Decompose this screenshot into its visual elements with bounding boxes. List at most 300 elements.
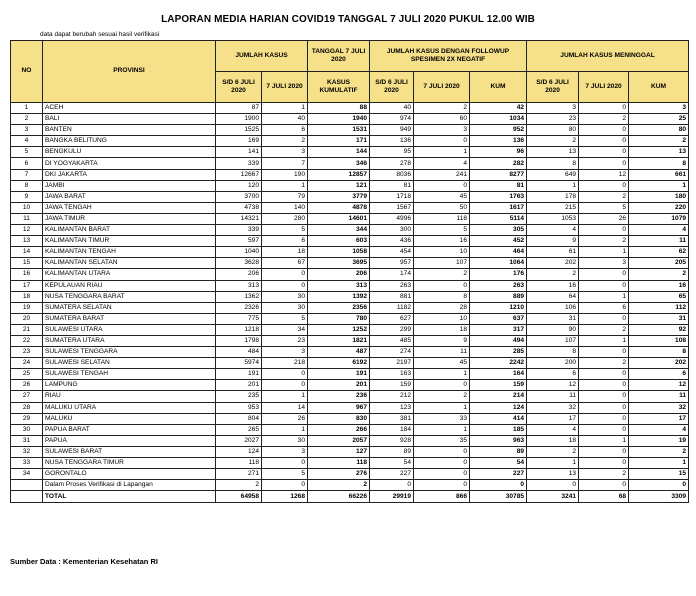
recovered-until-6-july: 300 [370, 225, 414, 236]
row-no: 30 [11, 424, 43, 435]
cases-until-6-july: 4738 [216, 202, 262, 213]
deaths-until-6-july: 16 [527, 280, 579, 291]
province-name: PAPUA BARAT [43, 424, 216, 435]
cases-7-july: 1 [262, 103, 308, 114]
deaths-until-6-july: 18 [527, 435, 579, 446]
recovered-until-6-july: 136 [370, 136, 414, 147]
cases-cumulative: 2057 [308, 435, 370, 446]
row-no: 10 [11, 202, 43, 213]
row-no: 9 [11, 191, 43, 202]
deaths-cumulative: 205 [629, 258, 689, 269]
deaths-cumulative: 8 [629, 158, 689, 169]
table-row [11, 291, 689, 302]
recovered-7-july: 45 [414, 191, 470, 202]
recovered-until-6-july: 163 [370, 369, 414, 380]
recovered-7-july: 241 [414, 169, 470, 180]
cases-cumulative: 3779 [308, 191, 370, 202]
cases-until-6-july: 14321 [216, 213, 262, 224]
cases-7-july: 5 [262, 469, 308, 480]
deaths-until-6-july: 3241 [527, 491, 579, 503]
table-body [11, 103, 689, 503]
cases-cumulative: 830 [308, 413, 370, 424]
deaths-until-6-july: 106 [527, 302, 579, 313]
row-no: 27 [11, 391, 43, 402]
province-name: SUMATERA UTARA [43, 335, 216, 346]
recovered-cumulative: 285 [470, 347, 527, 358]
row-no: 16 [11, 269, 43, 280]
header-7-juli: 7 JULI 2020 [262, 72, 308, 103]
cases-cumulative: 236 [308, 391, 370, 402]
cases-7-july: 30 [262, 291, 308, 302]
recovered-cumulative: 0 [470, 480, 527, 491]
table-row [11, 480, 689, 491]
cases-cumulative: 14601 [308, 213, 370, 224]
recovered-until-6-july: 1718 [370, 191, 414, 202]
province-name: JAWA TIMUR [43, 213, 216, 224]
deaths-7-july: 2 [579, 324, 629, 335]
row-no: 2 [11, 114, 43, 125]
total-row [11, 491, 689, 503]
recovered-until-6-july: 974 [370, 114, 414, 125]
recovered-until-6-july: 1567 [370, 202, 414, 213]
cases-until-6-july: 597 [216, 236, 262, 247]
deaths-until-6-july: 23 [527, 114, 579, 125]
province-name: TOTAL [43, 491, 216, 503]
deaths-7-july: 0 [579, 391, 629, 402]
deaths-until-6-july: 6 [527, 369, 579, 380]
deaths-until-6-july: 202 [527, 258, 579, 269]
deaths-7-july: 0 [579, 458, 629, 469]
cases-7-july: 6 [262, 125, 308, 136]
cases-until-6-july: 3700 [216, 191, 262, 202]
row-no: 12 [11, 225, 43, 236]
table-row [11, 435, 689, 446]
cases-7-july: 6 [262, 236, 308, 247]
recovered-until-6-july: 436 [370, 236, 414, 247]
recovered-cumulative: 317 [470, 324, 527, 335]
row-no: 29 [11, 413, 43, 424]
recovered-cumulative: 42 [470, 103, 527, 114]
deaths-7-july: 0 [579, 103, 629, 114]
deaths-until-6-july: 2 [527, 136, 579, 147]
row-no: 28 [11, 402, 43, 413]
recovered-7-july: 35 [414, 435, 470, 446]
recovered-until-6-july: 957 [370, 258, 414, 269]
deaths-cumulative: 13 [629, 147, 689, 158]
recovered-cumulative: 1210 [470, 302, 527, 313]
row-no: 1 [11, 103, 43, 114]
cases-cumulative: 1392 [308, 291, 370, 302]
recovered-cumulative: 54 [470, 458, 527, 469]
header-meninggal: JUMLAH KASUS MENINGGAL [527, 41, 689, 72]
deaths-7-july: 6 [579, 302, 629, 313]
deaths-cumulative: 65 [629, 291, 689, 302]
deaths-cumulative: 2 [629, 136, 689, 147]
deaths-cumulative: 62 [629, 247, 689, 258]
deaths-7-july: 0 [579, 280, 629, 291]
cases-7-july: 5 [262, 225, 308, 236]
row-no: 20 [11, 313, 43, 324]
deaths-7-july: 2 [579, 191, 629, 202]
cases-until-6-july: 775 [216, 313, 262, 324]
deaths-7-july: 2 [579, 114, 629, 125]
header-provinsi: PROVINSI [43, 41, 216, 103]
province-name: ACEH [43, 103, 216, 114]
recovered-7-july: 8 [414, 291, 470, 302]
cases-until-6-july: 1900 [216, 114, 262, 125]
deaths-7-july: 0 [579, 380, 629, 391]
province-name: SULAWESI SELATAN [43, 358, 216, 369]
deaths-cumulative: 8 [629, 347, 689, 358]
table-row [11, 302, 689, 313]
cases-cumulative: 6192 [308, 358, 370, 369]
province-name: BANTEN [43, 125, 216, 136]
recovered-cumulative: 305 [470, 225, 527, 236]
recovered-7-july: 0 [414, 480, 470, 491]
deaths-until-6-july: 215 [527, 202, 579, 213]
cases-cumulative: 118 [308, 458, 370, 469]
recovered-until-6-july: 81 [370, 180, 414, 191]
table-row [11, 158, 689, 169]
table-row [11, 347, 689, 358]
province-name: KALIMANTAN TIMUR [43, 236, 216, 247]
recovered-cumulative: 164 [470, 369, 527, 380]
recovered-7-july: 0 [414, 469, 470, 480]
recovered-cumulative: 214 [470, 391, 527, 402]
deaths-cumulative: 2 [629, 269, 689, 280]
cases-until-6-july: 1525 [216, 125, 262, 136]
province-name: SULAWESI TENGGARA [43, 347, 216, 358]
source-note: Sumber Data : Kementerian Kesehatan RI [10, 557, 158, 566]
cases-cumulative: 127 [308, 446, 370, 457]
cases-7-july: 1 [262, 180, 308, 191]
cases-7-july: 218 [262, 358, 308, 369]
cases-until-6-july: 339 [216, 225, 262, 236]
header-followup: JUMLAH KASUS DENGAN FOLLOWUP SPESIMEN 2X NEGATIF [370, 41, 527, 72]
province-name: MALUKU [43, 413, 216, 424]
row-no: 22 [11, 335, 43, 346]
cases-until-6-july: 313 [216, 280, 262, 291]
cases-7-july: 0 [262, 280, 308, 291]
recovered-until-6-july: 227 [370, 469, 414, 480]
cases-cumulative: 266 [308, 424, 370, 435]
cases-7-july: 0 [262, 458, 308, 469]
recovered-cumulative: 30785 [470, 491, 527, 503]
cases-7-july: 0 [262, 369, 308, 380]
cases-until-6-july: 5974 [216, 358, 262, 369]
report-title: LAPORAN MEDIA HARIAN COVID19 TANGGAL 7 JULI 2020 PUKUL 12.00 WIB [161, 14, 535, 25]
deaths-until-6-july: 13 [527, 147, 579, 158]
province-name: LAMPUNG [43, 380, 216, 391]
province-name: BENGKULU [43, 147, 216, 158]
province-name: BANGKA BELITUNG [43, 136, 216, 147]
deaths-until-6-july: 12 [527, 380, 579, 391]
row-no: 19 [11, 302, 43, 313]
row-no: 23 [11, 347, 43, 358]
recovered-7-july: 10 [414, 313, 470, 324]
deaths-7-july: 26 [579, 213, 629, 224]
cases-until-6-july: 1362 [216, 291, 262, 302]
row-no: 8 [11, 180, 43, 191]
table-row [11, 114, 689, 125]
cases-cumulative: 2356 [308, 302, 370, 313]
recovered-7-july: 118 [414, 213, 470, 224]
deaths-until-6-july: 2 [527, 446, 579, 457]
recovered-7-july: 1 [414, 369, 470, 380]
header-sd-6-juli-meninggal: S/D 6 JULI 2020 [527, 72, 579, 103]
deaths-until-6-july: 200 [527, 358, 579, 369]
cases-cumulative: 780 [308, 313, 370, 324]
header-kasus-kumulatif: KASUS KUMULATIF [308, 72, 370, 103]
cases-7-july: 3 [262, 446, 308, 457]
cases-until-6-july: 141 [216, 147, 262, 158]
recovered-cumulative: 963 [470, 435, 527, 446]
recovered-7-july: 1 [414, 147, 470, 158]
table-row [11, 247, 689, 258]
deaths-until-6-july: 11 [527, 391, 579, 402]
recovered-7-july: 0 [414, 180, 470, 191]
recovered-7-july: 50 [414, 202, 470, 213]
deaths-until-6-july: 4 [527, 424, 579, 435]
deaths-cumulative: 11 [629, 391, 689, 402]
cases-until-6-july: 87 [216, 103, 262, 114]
recovered-cumulative: 159 [470, 380, 527, 391]
deaths-until-6-july: 9 [527, 236, 579, 247]
deaths-7-july: 12 [579, 169, 629, 180]
row-no: 13 [11, 236, 43, 247]
deaths-until-6-july: 1053 [527, 213, 579, 224]
table-row [11, 191, 689, 202]
verification-note: data dapat berubah sesuai hasil verifikasi [40, 31, 160, 38]
header-kum-meninggal: KUM [629, 72, 689, 103]
recovered-until-6-july: 2197 [370, 358, 414, 369]
recovered-7-july: 107 [414, 258, 470, 269]
recovered-until-6-july: 274 [370, 347, 414, 358]
recovered-until-6-july: 174 [370, 269, 414, 280]
recovered-until-6-july: 299 [370, 324, 414, 335]
recovered-7-july: 2 [414, 103, 470, 114]
recovered-7-july: 11 [414, 347, 470, 358]
deaths-7-july: 0 [579, 225, 629, 236]
deaths-until-6-july: 61 [527, 247, 579, 258]
cases-7-july: 14 [262, 402, 308, 413]
deaths-until-6-july: 2 [527, 269, 579, 280]
deaths-until-6-july: 4 [527, 225, 579, 236]
cases-cumulative: 487 [308, 347, 370, 358]
province-name: RIAU [43, 391, 216, 402]
header-7-juli-followup: 7 JULI 2020 [414, 72, 470, 103]
province-name: PAPUA [43, 435, 216, 446]
recovered-7-july: 0 [414, 380, 470, 391]
recovered-cumulative: 2242 [470, 358, 527, 369]
recovered-until-6-july: 29919 [370, 491, 414, 503]
cases-until-6-july: 953 [216, 402, 262, 413]
cases-until-6-july: 1798 [216, 335, 262, 346]
cases-cumulative: 201 [308, 380, 370, 391]
cases-cumulative: 1252 [308, 324, 370, 335]
recovered-7-july: 3 [414, 125, 470, 136]
recovered-7-july: 5 [414, 225, 470, 236]
recovered-7-july: 4 [414, 158, 470, 169]
recovered-until-6-july: 454 [370, 247, 414, 258]
cases-cumulative: 2 [308, 480, 370, 491]
deaths-7-july: 0 [579, 413, 629, 424]
deaths-until-6-july: 8 [527, 158, 579, 169]
recovered-7-july: 33 [414, 413, 470, 424]
cases-cumulative: 4878 [308, 202, 370, 213]
cases-until-6-july: 804 [216, 413, 262, 424]
deaths-7-july: 0 [579, 125, 629, 136]
deaths-7-july: 2 [579, 358, 629, 369]
deaths-7-july: 0 [579, 313, 629, 324]
deaths-7-july: 0 [579, 402, 629, 413]
deaths-7-july: 0 [579, 136, 629, 147]
recovered-7-july: 0 [414, 446, 470, 457]
deaths-7-july: 0 [579, 369, 629, 380]
province-name: KALIMANTAN UTARA [43, 269, 216, 280]
cases-7-july: 0 [262, 480, 308, 491]
deaths-cumulative: 19 [629, 435, 689, 446]
deaths-until-6-july: 80 [527, 125, 579, 136]
cases-cumulative: 88 [308, 103, 370, 114]
deaths-cumulative: 4 [629, 424, 689, 435]
recovered-7-july: 45 [414, 358, 470, 369]
province-name: NUSA TENGGARA BARAT [43, 291, 216, 302]
cases-7-july: 23 [262, 335, 308, 346]
cases-7-july: 7 [262, 158, 308, 169]
cases-7-july: 5 [262, 313, 308, 324]
header-jumlah-kasus: JUMLAH KASUS [216, 41, 308, 72]
province-name: Dalam Proses Verifikasi di Lapangan [43, 480, 216, 491]
cases-7-july: 79 [262, 191, 308, 202]
recovered-until-6-july: 8036 [370, 169, 414, 180]
recovered-7-july: 866 [414, 491, 470, 503]
cases-until-6-july: 206 [216, 269, 262, 280]
cases-until-6-july: 1218 [216, 324, 262, 335]
row-no: 24 [11, 358, 43, 369]
recovered-cumulative: 1617 [470, 202, 527, 213]
province-name: DI YOGYAKARTA [43, 158, 216, 169]
table-row [11, 324, 689, 335]
recovered-cumulative: 637 [470, 313, 527, 324]
deaths-until-6-july: 3 [527, 103, 579, 114]
recovered-7-july: 10 [414, 247, 470, 258]
table-row [11, 446, 689, 457]
recovered-7-july: 2 [414, 269, 470, 280]
deaths-7-july: 1 [579, 335, 629, 346]
province-name: KALIMANTAN SELATAN [43, 258, 216, 269]
cases-cumulative: 171 [308, 136, 370, 147]
cases-7-july: 0 [262, 269, 308, 280]
cases-cumulative: 1940 [308, 114, 370, 125]
deaths-cumulative: 0 [629, 480, 689, 491]
cases-7-july: 1 [262, 391, 308, 402]
cases-until-6-july: 265 [216, 424, 262, 435]
cases-7-july: 140 [262, 202, 308, 213]
province-name: GORONTALO [43, 469, 216, 480]
deaths-cumulative: 11 [629, 236, 689, 247]
recovered-until-6-july: 1182 [370, 302, 414, 313]
deaths-cumulative: 16 [629, 280, 689, 291]
cases-cumulative: 1531 [308, 125, 370, 136]
table-row [11, 458, 689, 469]
recovered-cumulative: 185 [470, 424, 527, 435]
deaths-cumulative: 4 [629, 225, 689, 236]
recovered-cumulative: 263 [470, 280, 527, 291]
cases-cumulative: 346 [308, 158, 370, 169]
deaths-7-july: 68 [579, 491, 629, 503]
row-no: 5 [11, 147, 43, 158]
cases-7-july: 0 [262, 380, 308, 391]
deaths-until-6-july: 178 [527, 191, 579, 202]
cases-7-july: 30 [262, 435, 308, 446]
deaths-cumulative: 1 [629, 180, 689, 191]
deaths-cumulative: 15 [629, 469, 689, 480]
deaths-cumulative: 3 [629, 103, 689, 114]
table-row [11, 413, 689, 424]
recovered-7-july: 9 [414, 335, 470, 346]
recovered-until-6-july: 278 [370, 158, 414, 169]
province-name: KALIMANTAN BARAT [43, 225, 216, 236]
recovered-cumulative: 176 [470, 269, 527, 280]
cases-7-july: 190 [262, 169, 308, 180]
cases-7-july: 280 [262, 213, 308, 224]
row-no: 21 [11, 324, 43, 335]
cases-cumulative: 1821 [308, 335, 370, 346]
table-row [11, 147, 689, 158]
cases-until-6-july: 484 [216, 347, 262, 358]
table-row [11, 469, 689, 480]
table-row [11, 236, 689, 247]
row-no: 14 [11, 247, 43, 258]
province-name: JAMBI [43, 180, 216, 191]
deaths-until-6-july: 31 [527, 313, 579, 324]
deaths-until-6-july: 32 [527, 402, 579, 413]
header-sd-6-juli: S/D 6 JULI 2020 [216, 72, 262, 103]
cases-cumulative: 276 [308, 469, 370, 480]
row-no: 33 [11, 458, 43, 469]
deaths-cumulative: 17 [629, 413, 689, 424]
deaths-until-6-july: 17 [527, 413, 579, 424]
cases-7-july: 30 [262, 302, 308, 313]
deaths-cumulative: 3309 [629, 491, 689, 503]
province-name: JAWA TENGAH [43, 202, 216, 213]
recovered-7-july: 16 [414, 236, 470, 247]
recovered-until-6-july: 212 [370, 391, 414, 402]
cases-until-6-july: 191 [216, 369, 262, 380]
cases-7-july: 40 [262, 114, 308, 125]
cases-cumulative: 144 [308, 147, 370, 158]
cases-cumulative: 3695 [308, 258, 370, 269]
deaths-until-6-july: 107 [527, 335, 579, 346]
table-row [11, 313, 689, 324]
recovered-cumulative: 8277 [470, 169, 527, 180]
cases-cumulative: 313 [308, 280, 370, 291]
recovered-cumulative: 227 [470, 469, 527, 480]
recovered-until-6-july: 40 [370, 103, 414, 114]
recovered-until-6-july: 159 [370, 380, 414, 391]
cases-cumulative: 12857 [308, 169, 370, 180]
deaths-7-july: 1 [579, 247, 629, 258]
header-sd-6-juli-followup: S/D 6 JULI 2020 [370, 72, 414, 103]
recovered-until-6-july: 263 [370, 280, 414, 291]
recovered-until-6-july: 485 [370, 335, 414, 346]
recovered-cumulative: 494 [470, 335, 527, 346]
deaths-7-july: 5 [579, 202, 629, 213]
recovered-7-july: 0 [414, 458, 470, 469]
cases-7-july: 18 [262, 247, 308, 258]
cases-until-6-july: 271 [216, 469, 262, 480]
